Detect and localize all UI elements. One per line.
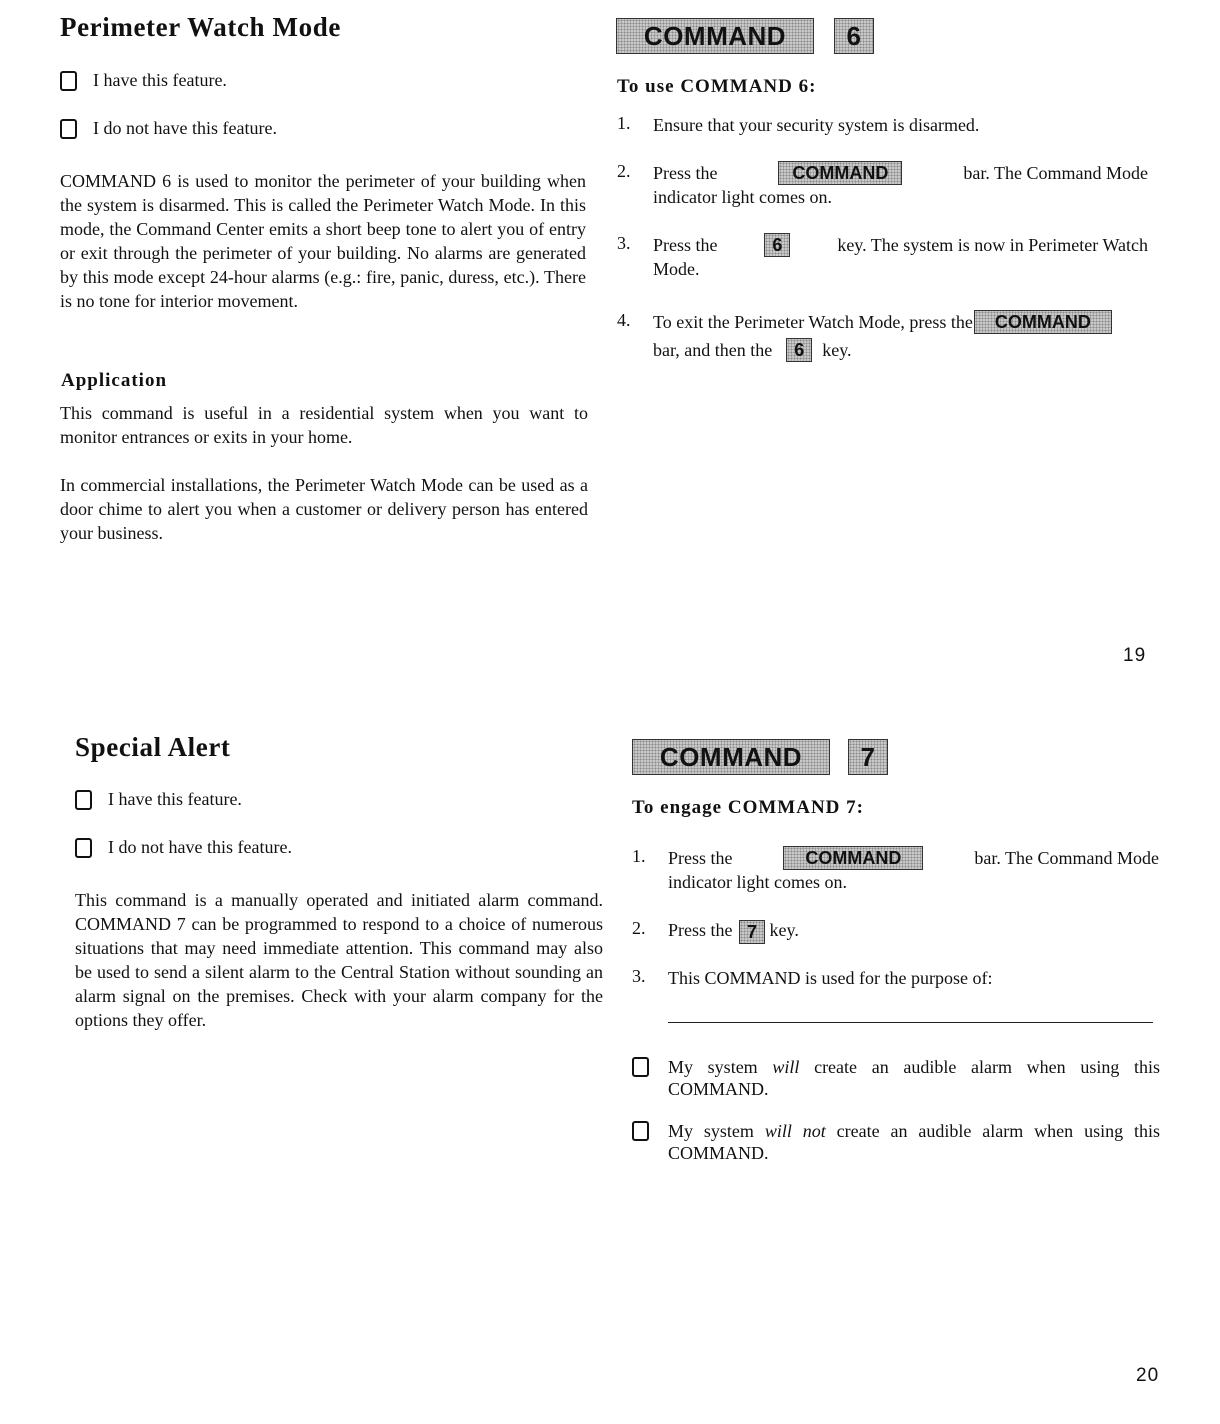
command-key-inline: COMMAND bbox=[974, 310, 1112, 334]
page20-step1 bbox=[668, 846, 1159, 894]
option-emphasis: will bbox=[772, 1057, 800, 1077]
page19-title: Perimeter Watch Mode bbox=[60, 12, 341, 42]
page20-checkbox-have[interactable] bbox=[75, 789, 242, 810]
application-paragraph-1: This command is useful in a residential system when you want to monitor entrances or exits in your home. bbox=[60, 403, 588, 447]
page19-step1: Ensure that your security system is disarmed. bbox=[653, 115, 980, 135]
command-key-header: COMMAND bbox=[632, 739, 830, 775]
step-text: bar, and then the bbox=[653, 340, 773, 360]
checkbox-label: I do not have this feature. bbox=[108, 837, 292, 857]
step-text: Press the bbox=[653, 235, 718, 255]
page20-title: Special Alert bbox=[75, 732, 231, 762]
application-heading: Application bbox=[61, 370, 168, 391]
checkbox-label: I do not have this feature. bbox=[93, 118, 277, 138]
step-text: indicator light comes on. bbox=[653, 187, 832, 207]
page20-option-will-not[interactable] bbox=[632, 1120, 1160, 1164]
digit-7-key-header: 7 bbox=[848, 739, 888, 775]
step-text: Press the bbox=[668, 848, 733, 868]
page20-checkbox-not[interactable] bbox=[75, 837, 292, 858]
option-emphasis: will not bbox=[764, 1121, 826, 1141]
step-number: 2. bbox=[617, 161, 631, 181]
application-paragraph-2: In commercial installations, the Perimeter Watch Mode can be used as a door chime to alert you when a customer or delivery person has entered your business. bbox=[60, 475, 588, 543]
option-text: create an audible alarm when using this COMMAND. bbox=[668, 1057, 1161, 1099]
step-text: To exit the Perimeter Watch Mode, press the bbox=[653, 312, 973, 332]
step-number: 1. bbox=[632, 846, 646, 866]
page-number-20: 20 bbox=[1136, 1365, 1160, 1386]
option-text: create an audible alarm when using this COMMAND. bbox=[668, 1121, 1160, 1163]
step-text: bar. The Command Mode bbox=[963, 163, 1148, 183]
step-text: Press the bbox=[653, 163, 718, 183]
digit-6-key-inline: 6 bbox=[786, 338, 812, 362]
step-text: Press the bbox=[668, 920, 733, 940]
page19-intro: COMMAND 6 is used to monitor the perimeter of your building when the system is disarmed. This is called the Perimeter Watch Mode. In this mode, the Command Center emits a short beep tone to alert you of entry or exit through the perimeter of your building. No alarms are generated by this mode except 24-hour alarms (e.g.: fire, panic, duress, etc.). There is no tone for interior movement. bbox=[60, 171, 586, 311]
checkbox-icon[interactable] bbox=[75, 838, 92, 858]
step-text: key. The system is now in Perimeter Watch bbox=[837, 235, 1148, 255]
page19-steps-heading: To use COMMAND 6: bbox=[617, 76, 817, 97]
page19-step2 bbox=[653, 161, 1148, 209]
page19-checkbox-not[interactable] bbox=[60, 118, 277, 139]
step-number: 1. bbox=[617, 113, 631, 133]
checkbox-icon[interactable] bbox=[60, 119, 77, 139]
page19-step3 bbox=[653, 233, 1148, 281]
checkbox-icon[interactable] bbox=[632, 1057, 649, 1077]
page20-option-will[interactable] bbox=[632, 1056, 1160, 1100]
checkbox-label: I have this feature. bbox=[108, 789, 242, 809]
command-key-header: COMMAND bbox=[616, 18, 814, 54]
page19-checkbox-have[interactable] bbox=[60, 70, 227, 91]
page20-step3: This COMMAND is used for the purpose of: bbox=[668, 968, 993, 988]
page-number-19: 19 bbox=[1123, 645, 1147, 666]
step-text: Mode. bbox=[653, 259, 700, 279]
checkbox-icon[interactable] bbox=[632, 1121, 649, 1141]
checkbox-icon[interactable] bbox=[75, 790, 92, 810]
step-number: 4. bbox=[617, 310, 631, 330]
step-number: 3. bbox=[617, 233, 631, 253]
page20-steps-heading: To engage COMMAND 7: bbox=[632, 797, 864, 818]
checkbox-icon[interactable] bbox=[60, 71, 77, 91]
step-number: 2. bbox=[632, 918, 646, 938]
page20-intro: This command is a manually operated and initiated alarm command. COMMAND 7 can be programmed to respond to a choice of numerous situations that may need immediate attention. This command may also be used to send a silent alarm to the Central Station without sounding an alarm signal on the premises. Check with your alarm company for the options they offer. bbox=[75, 890, 603, 1030]
step-text: key. bbox=[822, 340, 852, 360]
command-key-inline: COMMAND bbox=[783, 846, 923, 870]
digit-6-key-header: 6 bbox=[834, 18, 874, 54]
page19-step4 bbox=[653, 310, 1168, 362]
purpose-blank-line[interactable] bbox=[668, 1022, 1153, 1023]
digit-6-key-inline: 6 bbox=[764, 233, 790, 257]
step-text: indicator light comes on. bbox=[668, 872, 847, 892]
step-text: bar. The Command Mode bbox=[974, 848, 1159, 868]
digit-7-key-inline: 7 bbox=[739, 920, 765, 944]
checkbox-label: I have this feature. bbox=[93, 70, 227, 90]
option-text: My system bbox=[668, 1121, 754, 1141]
step-text: key. bbox=[769, 920, 799, 940]
option-text: My system bbox=[668, 1057, 758, 1077]
page20-step2 bbox=[668, 918, 799, 944]
command-key-inline: COMMAND bbox=[778, 161, 902, 185]
step-number: 3. bbox=[632, 966, 646, 986]
